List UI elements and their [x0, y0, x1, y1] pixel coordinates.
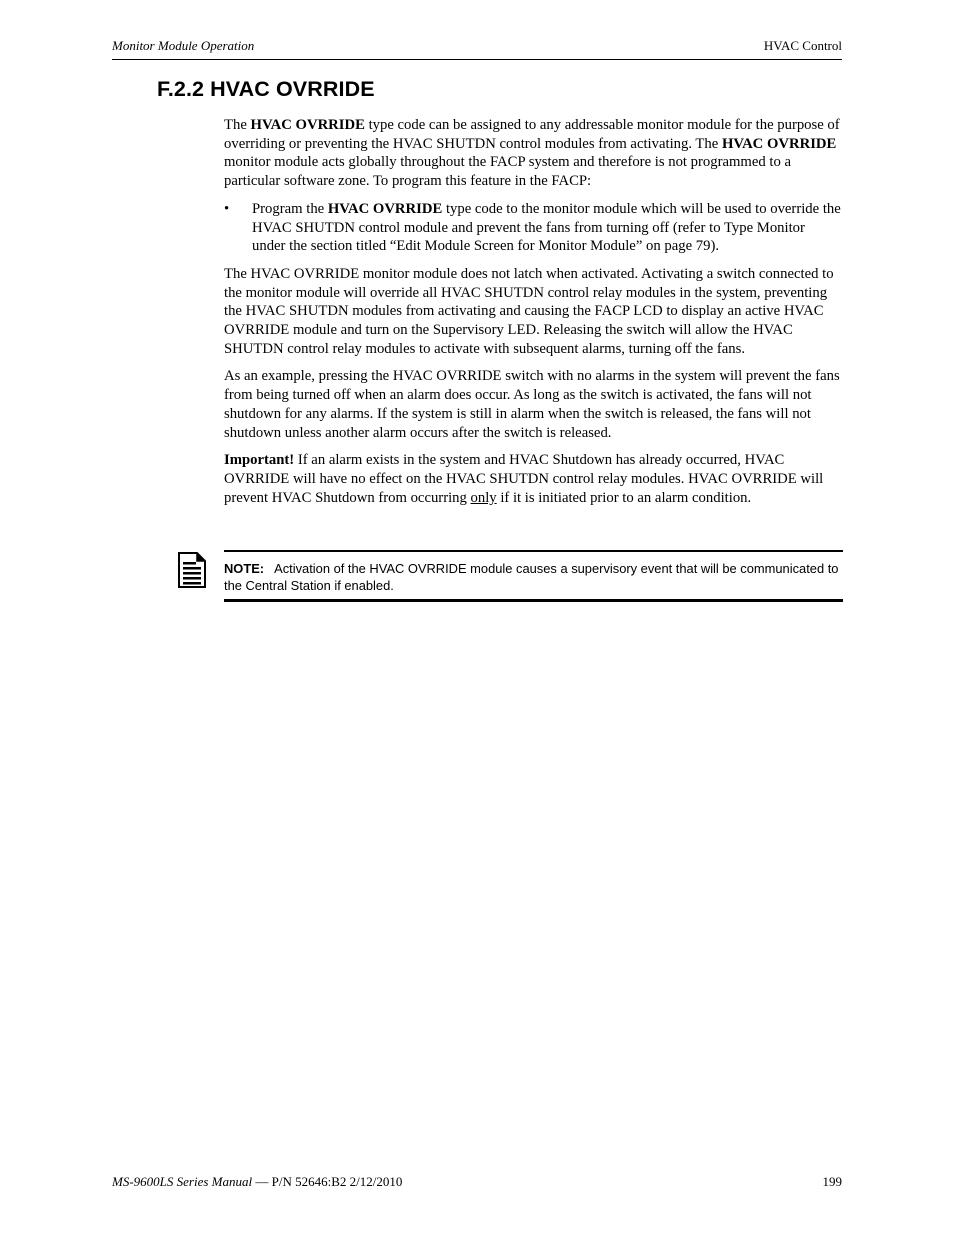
paragraph-example: As an example, pressing the HVAC OVRRIDE switch with no alarms in the system will prevent the fans from being turned off when an alarm does occur. As long as the switch is activated, the fans will not shutdown for any alarms. If the system is still in alarm when the switch is released, the fans will not shutdown unless another alarm occurs after the switch is released.	[224, 368, 840, 441]
section-title: F.2.2 HVAC OVRRIDE	[157, 77, 375, 101]
note-label: NOTE:	[224, 561, 265, 576]
intro-text-2: type code can be assigned to any addressable monitor module for the purpose of overriding or preventing the HVAC SHUTDN control modules from activating. The	[224, 117, 840, 152]
intro-bold-1: HVAC OVRRIDE	[250, 117, 365, 133]
bullet-bold-1: HVAC OVRRIDE	[327, 200, 443, 217]
bullet-text-2: type code to the monitor module which will be used to override the HVAC SHUTDN control module and prevent the fans from turning off (refer to Type Monitor under the section titled “Edit Module Screen for Monitor Module” on page 79).	[252, 200, 841, 255]
important-underline: only	[470, 489, 497, 506]
intro-bold-2: HVAC OVRRIDE	[721, 135, 837, 152]
header-chapter-title: Monitor Module Operation	[112, 38, 255, 53]
note-text: Activation of the HVAC OVRRIDE module causes a supervisory event that will be communicated to the Central Station if enabled.	[224, 561, 839, 593]
bullet-text-1: Program the	[252, 200, 328, 217]
note-box	[224, 550, 843, 602]
paragraph-latch: The HVAC OVRRIDE monitor module does not latch when activated. Activating a switch connected to the monitor module will override all HVAC SHUTDN control relay modules in the system, preventing the HVAC SHUTDN modules from activating and causing the FACP LCD to display an active HVAC OVRRIDE module and turn on the Supervisory LED. Releasing the switch will allow the HVAC SHUTDN control relay modules to activate with subsequent alarms, turning off the fans.	[224, 265, 834, 357]
important-text-1: If an alarm exists in the system and HVAC Shutdown has already occurred, HVAC OVRRIDE will have no effect on the HVAC SHUTDN control relay modules. HVAC OVRRIDE will prevent HVAC Shutdown from occurring	[224, 452, 824, 506]
intro-paragraph	[224, 116, 842, 191]
header-rule	[112, 59, 842, 60]
footer-part-number: — P/N 52646:B2 2/12/2010	[252, 1174, 403, 1189]
header-section-title: HVAC Control	[763, 38, 842, 53]
important-label: Important!	[224, 452, 295, 469]
intro-text-1: The	[224, 117, 251, 133]
bullet-mark: •	[224, 200, 230, 217]
page-number: 199	[822, 1174, 842, 1189]
note-document-icon	[178, 552, 206, 588]
bullet-item	[224, 200, 842, 256]
important-text-2: if it is initiated prior to an alarm condition.	[496, 489, 752, 506]
bullet-text	[252, 200, 842, 256]
important-paragraph	[224, 451, 842, 507]
intro-text-3: monitor module acts globally throughout the FACP system and therefore is not programmed to a particular software zone. To program this feature in the FACP:	[224, 154, 792, 190]
body-text	[224, 116, 842, 516]
footer-manual-name: MS-9600LS Series Manual	[112, 1174, 253, 1189]
footer-manual-info	[112, 1174, 402, 1190]
